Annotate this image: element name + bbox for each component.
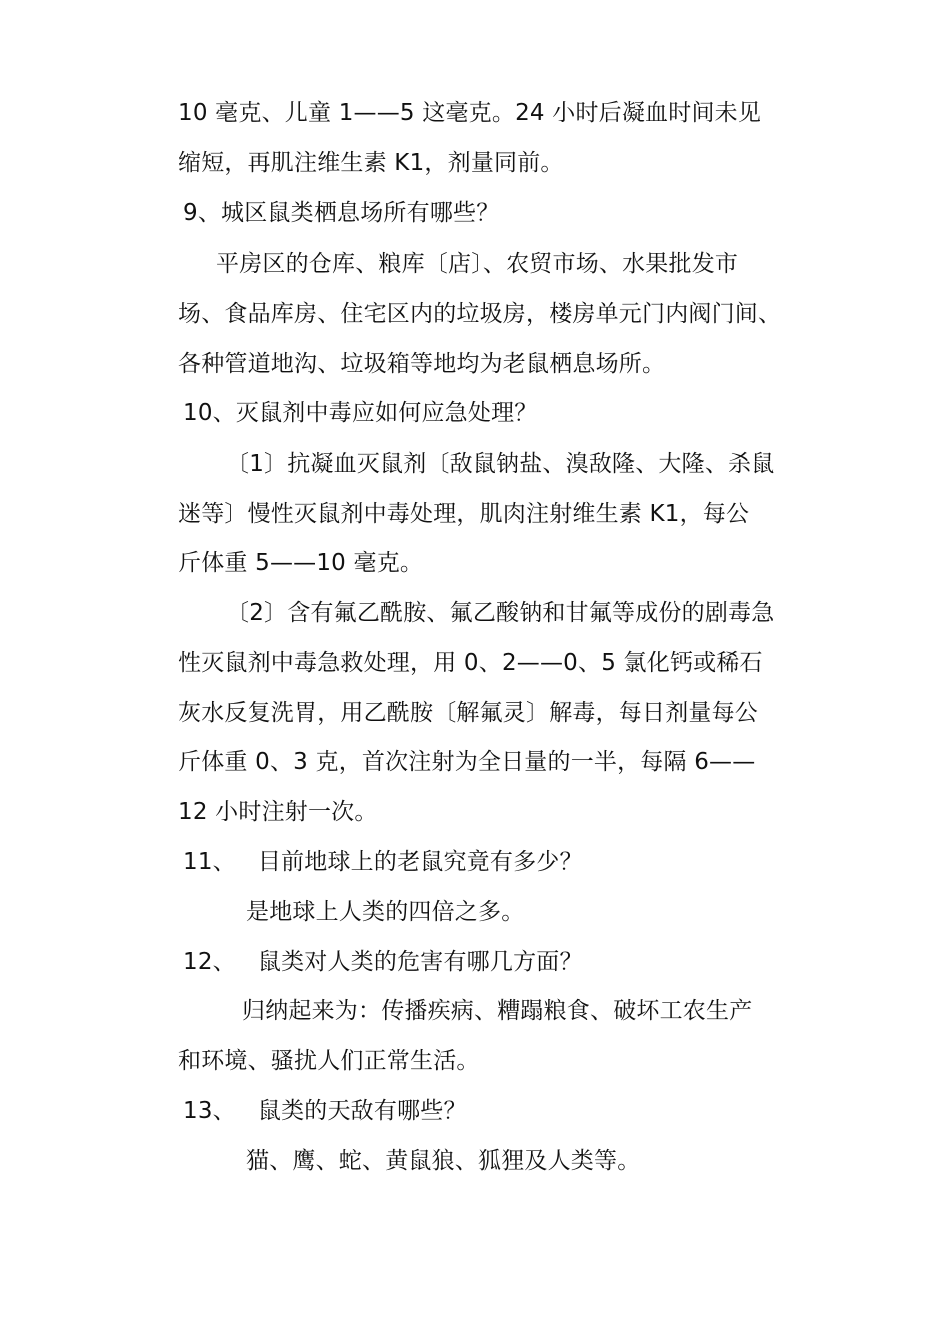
text-line: 迷等〕慢性灭鼠剂中毒处理，肌肉注射维生素 K1，每公 bbox=[178, 501, 750, 527]
text-line: 〔2〕含有氟乙酰胺、氟乙酸钠和甘氟等成份的剧毒急 bbox=[226, 600, 775, 626]
text-line: 灰水反复洗胃，用乙酰胺〔解氟灵〕解毒，每日剂量每公 bbox=[178, 700, 758, 726]
text-line: 12 小时注射一次。 bbox=[178, 799, 378, 825]
question-heading bbox=[183, 946, 843, 978]
text-line: 斤体重 0、3 克，首次注射为全日量的一半，每隔 6—— bbox=[178, 749, 756, 775]
question-heading bbox=[183, 846, 843, 878]
text-line: 〔1〕抗凝血灭鼠剂〔敌鼠钠盐、溴敌隆、大隆、杀鼠 bbox=[226, 451, 775, 477]
question-number: 13、 bbox=[183, 1098, 236, 1124]
question-heading: 9、城区鼠类栖息场所有哪些？ bbox=[183, 200, 500, 226]
text-line: 各种管道地沟、垃圾箱等地均为老鼠栖息场所。 bbox=[178, 351, 666, 377]
text-line: 10 毫克、儿童 1——5 这毫克。24 小时后凝血时间未见 bbox=[178, 100, 762, 126]
question-number: 12、 bbox=[183, 949, 236, 975]
question-text: 鼠类对人类的危害有哪几方面？ bbox=[257, 949, 583, 975]
question-text: 目前地球上的老鼠究竟有多少？ bbox=[257, 849, 583, 875]
text-line: 场、食品库房、住宅区内的垃圾房，楼房单元门内阀门间、 bbox=[178, 301, 782, 327]
text-line: 是地球上人类的四倍之多。 bbox=[246, 899, 525, 925]
question-heading bbox=[183, 1095, 843, 1127]
text-line: 平房区的仓库、粮库〔店〕、农贸市场、水果批发市 bbox=[216, 251, 739, 277]
question-number: 11、 bbox=[183, 849, 236, 875]
question-text: 鼠类的天敌有哪些？ bbox=[257, 1098, 467, 1124]
text-line: 斤体重 5——10 毫克。 bbox=[178, 550, 424, 576]
text-line: 归纳起来为：传播疾病、糟蹋粮食、破坏工农生产 bbox=[242, 998, 753, 1024]
text-line: 猫、鹰、蛇、黄鼠狼、狐狸及人类等。 bbox=[246, 1148, 641, 1174]
text-line: 和环境、骚扰人们正常生活。 bbox=[178, 1048, 480, 1074]
question-heading: 10、灭鼠剂中毒应如何应急处理？ bbox=[183, 400, 538, 426]
text-line: 性灭鼠剂中毒急救处理，用 0、2——0、5 氯化钙或稀石 bbox=[178, 650, 763, 676]
text-line: 缩短，再肌注维生素 K1，剂量同前。 bbox=[178, 150, 564, 176]
